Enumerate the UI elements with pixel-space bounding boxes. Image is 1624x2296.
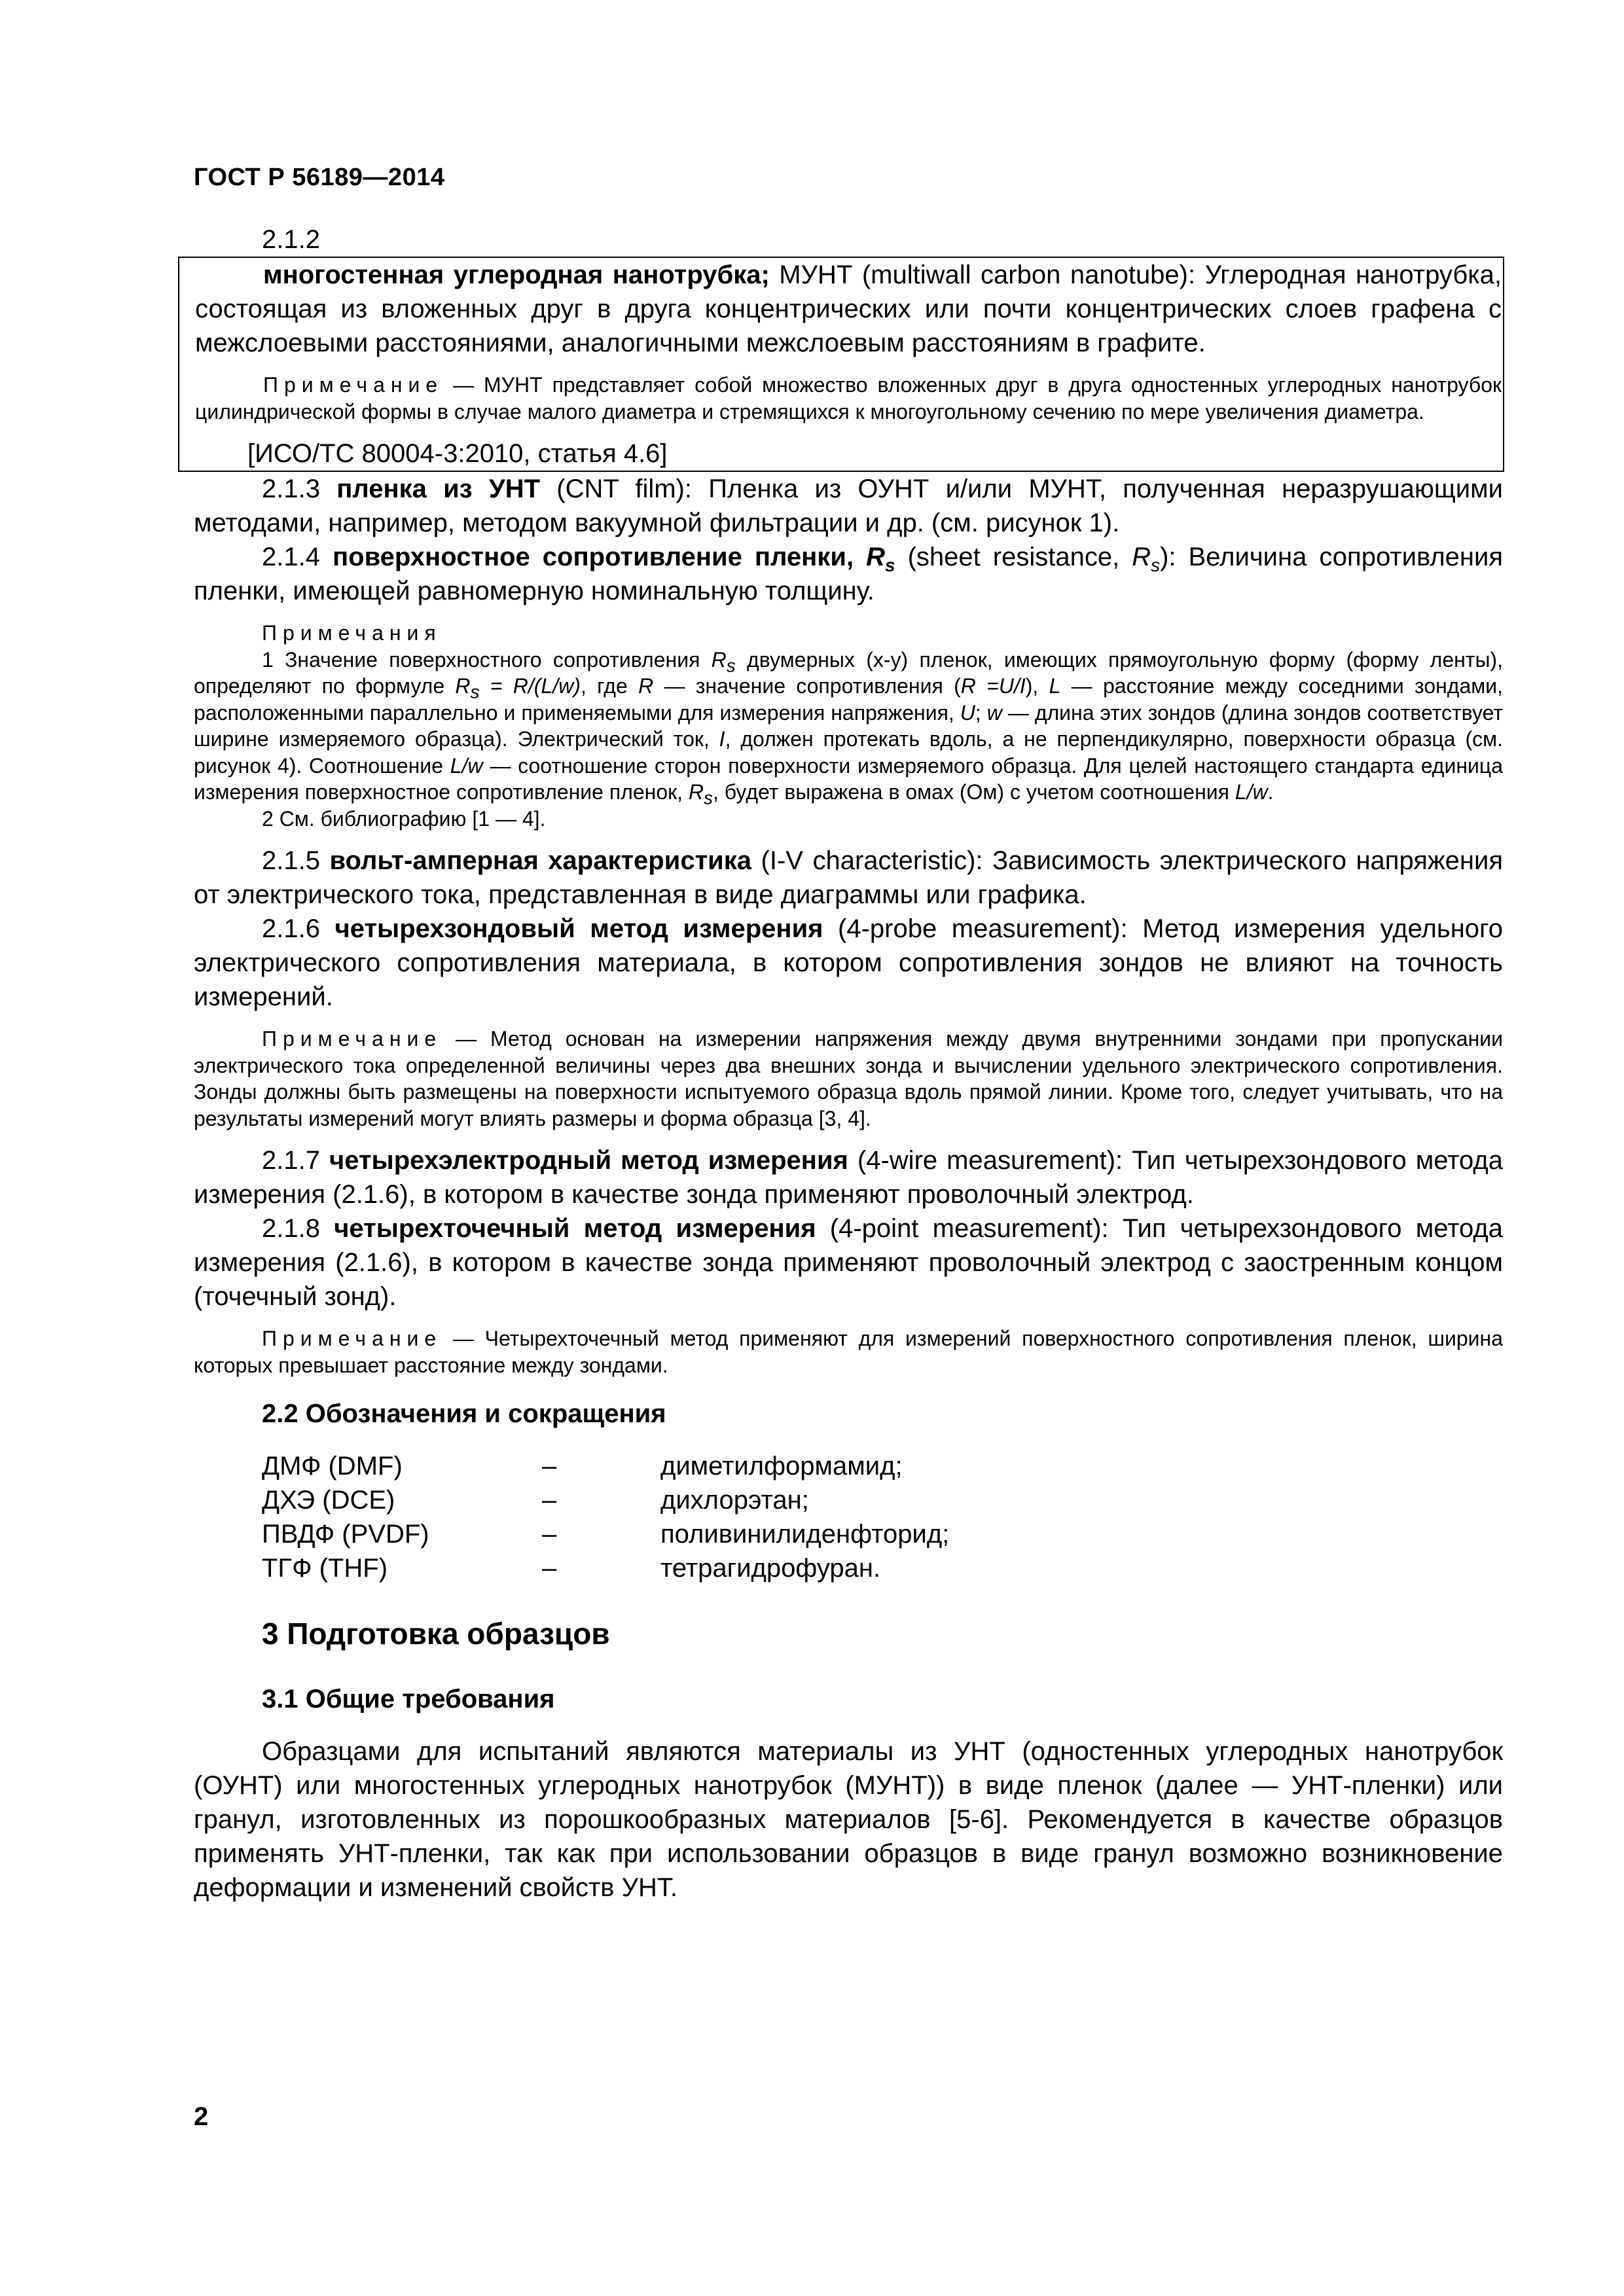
term-2-1-8: четырехточечный метод измерения (334, 1214, 816, 1243)
term-definition-2-1-7: 2.1.7 четырехэлектродный метод измерения (4-wire measurement): Тип четырехзондового метода измерения (2.1.6), в котором в качестве зонда применяют проволочный электрод. (194, 1146, 1504, 1209)
term-definition-2-1-2: многостенная углеродная нанотрубка; МУНТ (multiwall carbon nanotube): Углеродная нанотрубка, состоящая из вложенных друг в друга концентрических или почти концентрических слоев графена с межслоевыми расстояниями, аналогичными межслоевым расстояниям в графите. (195, 260, 1502, 357)
document-body (194, 223, 1503, 1905)
section-title-3: 3 Подготовка образцов (262, 1617, 610, 1651)
note-2-2-1-4: 2 См. библиографию [1 — 4]. (262, 806, 546, 831)
term-2-1-4: поверхностное сопротивление пленки, $R_s$ (332, 543, 895, 575)
abbreviations-table (262, 1449, 949, 1585)
table-row: ДМФ (DMF) – диметилформамид; (262, 1452, 903, 1480)
term-2-1-7: четырехэлектродный метод измерения (329, 1146, 848, 1175)
note-label: Примечание (263, 373, 444, 397)
section-title-3-1: 3.1 Общие требования (262, 1685, 555, 1713)
table-row: ТГФ (THF) – тетрагидрофуран. (262, 1554, 881, 1583)
page-number: 2 (194, 2102, 209, 2131)
note-1-2-1-4: 1 Значение поверхностного сопротивления $R_s$ двумерных (x-y) пленок, имеющих прямоугольную форму (форму ленты), определяют по формуле $R_s = R/(L/w)$, где R — значение сопротивления (R =U/I), L — расстояние между соседними зондами, расположенными параллельно и применяемыми для измерения напряжения, U; w — длина этих зондов (длина зондов соответствует ширине измеряемого образца). Электрический ток, I, должен протекать вдоль, а не перпендикулярно, поверхности образца (см. рисунок 4). Соотношение L/w — соотношение сторон поверхности измеряемого образца. Для целей настоящего стандарта единица измерения поверхностное сопротивление пленок, $R_s$, будет выражена в омах (Ом) с учетом соотношения L/w. (194, 647, 1504, 808)
notes-label-2-1-4: Примечания (262, 621, 442, 645)
term-definition-2-1-4: 2.1.4 поверхностное сопротивление пленки, $R_s$ (sheet resistance, $R_s$): Величина сопротивления пленки, имеющей равномерную номинальную толщину. (194, 543, 1504, 605)
term-definition-2-1-8: 2.1.8 четырехточечный метод измерения (4-point measurement): Тип четырехзондового метода измерения (2.1.6), в котором в качестве зонда применяют проволочный электрод с заостренным концом (точечный зонд). (194, 1214, 1504, 1311)
table-row: ДХЭ (DCE) – дихлорэтан; (262, 1486, 809, 1515)
term-definition-2-1-5: 2.1.5 вольт-амперная характеристика (I-V characteristic): Зависимость электрического напряжения от электрического тока, представленная в виде диаграммы или графика. (194, 846, 1504, 909)
note-2-1-6: Примечание — Метод основан на измерении напряжения между двумя внутренними зондами при пропускании электрического тока определенной величины через два внешних зонда и вычислении удельного электрического сопротивления. Зонды должны быть размещены на поверхности испытуемого образца вдоль прямой линии. Кроме того, следует учитывать, что на результаты измерений могут влиять размеры и форма образца [3, 4]. (194, 1027, 1503, 1130)
table-row: ПВДФ (PVDF) – поливинилиденфторид; (262, 1520, 950, 1549)
term-source-2-1-2: [ИСО/ТС 80004-3:2010, статья 4.6] (247, 439, 668, 468)
section-3-1-text: Образцами для испытаний являются материалы из УНТ (одностенных углеродных нанотрубок (ОУНТ) или многостенных углеродных нанотрубок (МУНТ)) в виде пленок (далее — УНТ-пленки) или гранул, изготовленных из порошкообразных материалов [5-6]. Рекомендуется в качестве образцов применять УНТ-пленки, так как при использовании образцов в виде гранул возможно возникновение деформации и изменений свойств УНТ. (194, 1737, 1503, 1902)
term-box-2-1-2 (178, 257, 1504, 472)
section-title-2-2: 2.2 Обозначения и сокращения (262, 1399, 666, 1428)
term-2-1-5: вольт-амперная характеристика (329, 846, 752, 875)
term-definition-2-1-6: 2.1.6 четырехзондовый метод измерения (4-probe measurement): Метод измерения удельного электрического сопротивления материала, в котором сопротивления зондов не влияют на точность измерений. (194, 914, 1504, 1011)
term-definition-2-1-3: 2.1.3 пленка из УНТ (CNT film): Пленка из ОУНТ и/или МУНТ, полученная неразрушающими методами, например, методом вакуумной фильтрации и др. (см. рисунок 1). (194, 475, 1503, 537)
term-number-2-1-2: 2.1.2 (262, 225, 320, 254)
note-2-1-2: Примечание — МУНТ представляет собой множество вложенных друг в друга одностенных углеродных нанотрубок цилиндрической формы в случае малого диаметра и стремящихся к многоугольному сечению по мере увеличения диаметра. (195, 373, 1502, 423)
document-header: ГОСТ Р 56189—2014 (194, 164, 445, 191)
term-2-1-6: четырехзондовый метод измерения (334, 914, 823, 943)
term-2-1-2: многостенная углеродная нанотрубка; (263, 260, 770, 289)
note-2-1-8: Примечание — Четырехточечный метод применяют для измерений поверхностного сопротивления пленок, ширина которых превышает расстояние между зондами. (194, 1327, 1503, 1377)
term-2-1-3: пленка из УНТ (336, 475, 541, 503)
